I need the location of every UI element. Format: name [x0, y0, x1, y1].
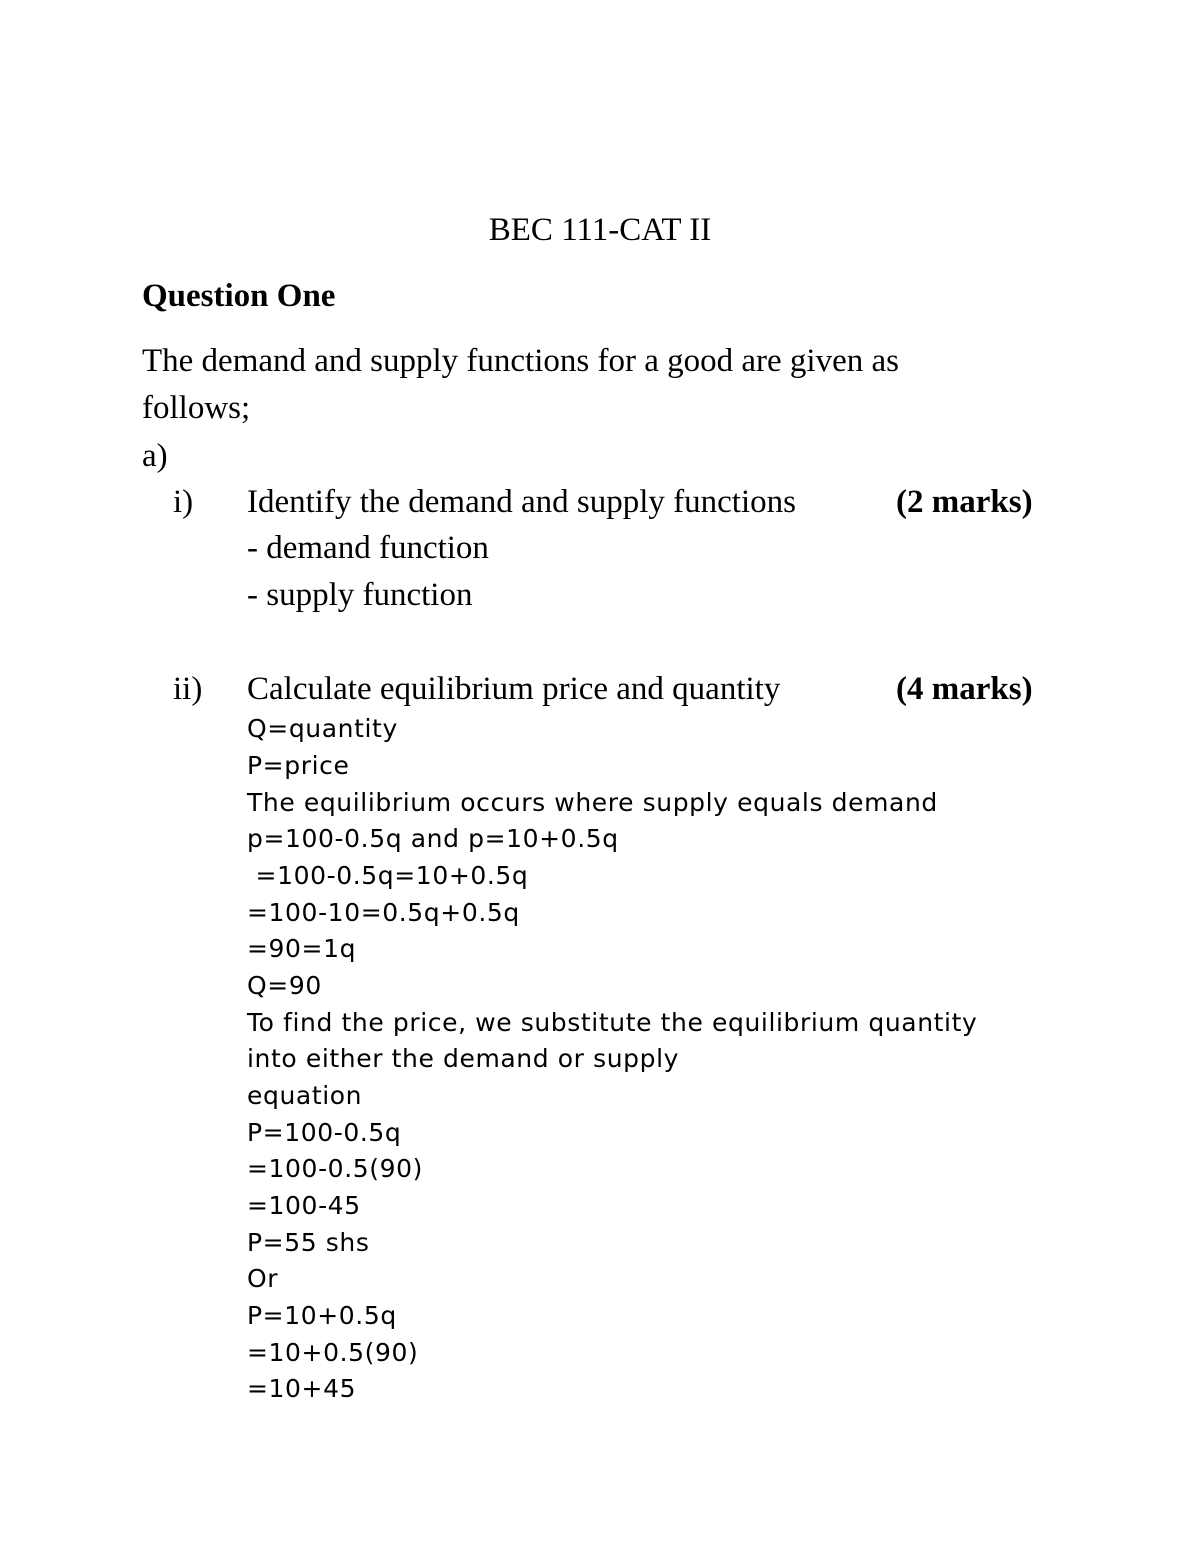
solution-line: P=price [247, 751, 350, 780]
item-i-marks: (2 marks) [896, 484, 1033, 520]
solution-line: Q=90 [247, 971, 322, 1000]
item-i-text: Identify the demand and supply functions [247, 484, 796, 520]
solution-line: =10+45 [247, 1374, 357, 1403]
solution-line: P=100-0.5q [247, 1118, 402, 1147]
solution-line: =10+0.5(90) [247, 1338, 419, 1367]
item-ii-text: Calculate equilibrium price and quantity [247, 671, 781, 707]
solution-line: =100-10=0.5q+0.5q [247, 898, 520, 927]
item-i-sub-line: - demand function [247, 530, 489, 566]
solution-line: =100-0.5q=10+0.5q [247, 861, 529, 890]
item-i-number: i) [173, 484, 194, 520]
solution-line: Or [247, 1264, 279, 1293]
solution-line: P=10+0.5q [247, 1301, 397, 1330]
solution-line: =90=1q [247, 934, 357, 963]
solution-line: =100-0.5(90) [247, 1154, 423, 1183]
item-ii-number: ii) [173, 671, 203, 707]
solution-line: into either the demand or supply [247, 1044, 680, 1073]
solution-line: To find the price, we substitute the equilibrium quantity [247, 1008, 978, 1037]
intro-line: follows; [142, 390, 251, 426]
item-i-sub-line: - supply function [247, 577, 473, 613]
solution-line: equation [247, 1081, 363, 1110]
solution-line: p=100-0.5q and p=10+0.5q [247, 824, 619, 853]
part-label: a) [142, 438, 168, 474]
solution-line: Q=quantity [247, 714, 398, 743]
solution-line: =100-45 [247, 1191, 361, 1220]
question-heading: Question One [142, 278, 336, 314]
document-title: BEC 111-CAT II [488, 212, 712, 248]
intro-line: The demand and supply functions for a good are given as [142, 343, 899, 379]
solution-line: P=55 shs [247, 1228, 370, 1257]
item-ii-marks: (4 marks) [896, 671, 1033, 707]
solution-line: The equilibrium occurs where supply equals demand [247, 788, 938, 817]
